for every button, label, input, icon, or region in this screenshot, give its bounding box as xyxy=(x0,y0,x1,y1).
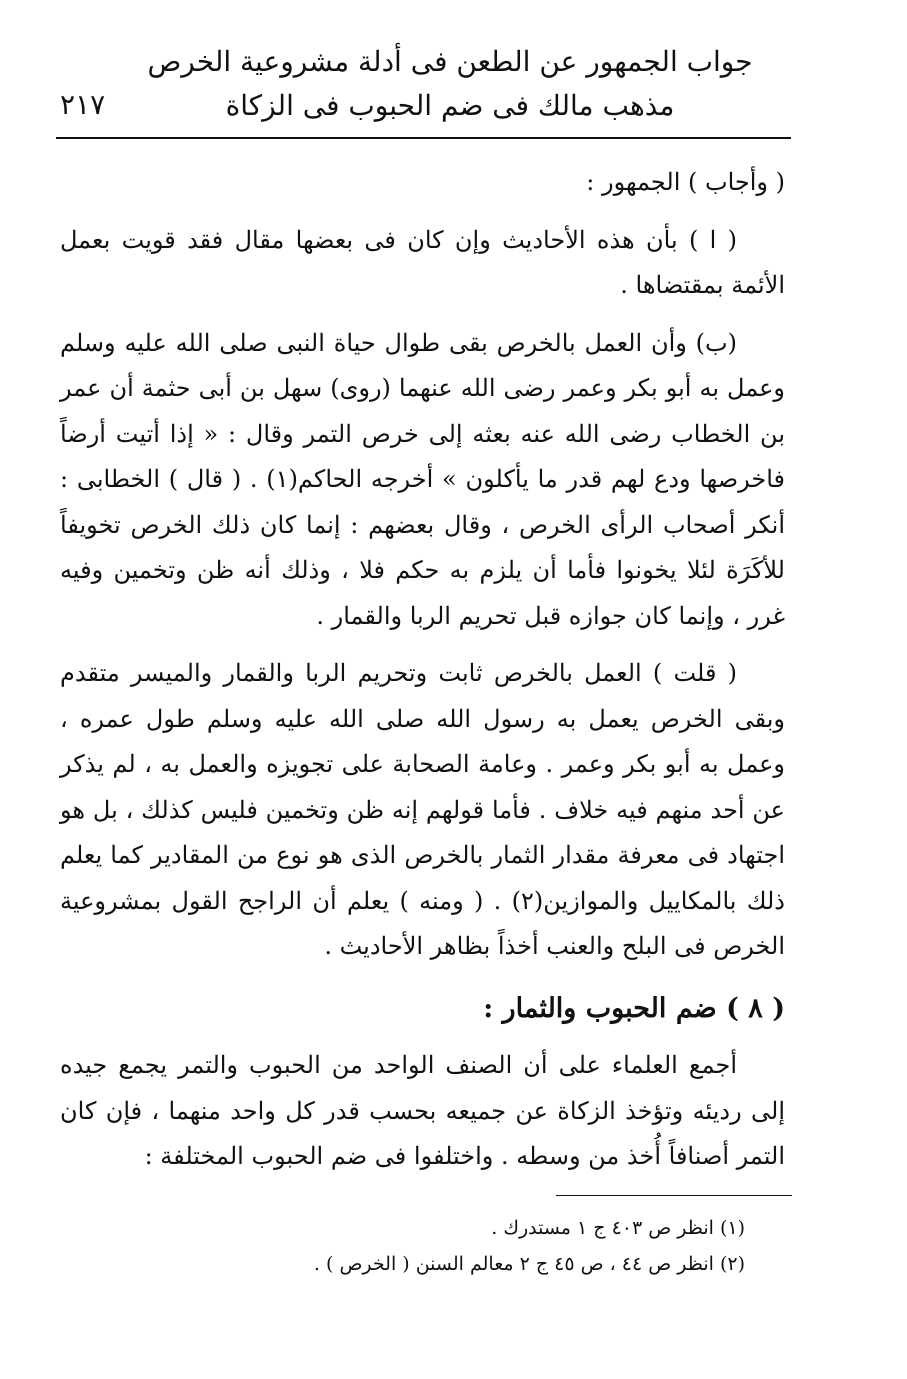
paragraph-intro: ( وأجاب ) الجمهور : xyxy=(586,168,785,196)
body-text xyxy=(60,160,785,1192)
paragraph-a: ( ا ) بأن هذه الأحاديث وإن كان فى بعضها مقال فقد قويت بعمل الأئمة بمقتضاها . xyxy=(60,225,785,299)
header-title-line2: مذهب مالك فى ضم الحبوب فى الزكاة xyxy=(225,89,675,122)
footnote-2: (٢) انظر ص ٤٤ ، ص ٤٥ ج ٢ معالم السنن ( الخرص ) . xyxy=(313,1253,745,1275)
paragraph-b: (ب) وأن العمل بالخرص بقى طوال حياة النبى صلى الله عليه وسلم وعمل به أبو بكر وعمر رضى الله عنهما (روى) سهل بن أبى حثمة أن عمر بن الخطاب رضى الله عنه بعثه إلى خرص التمر وقال : « إذا أتيت أرضاً فاخرصها ودع لهم قدر ما يأكلون » أخرجه الحاكم(١) . ( قال ) الخطابى : أنكر أصحاب الرأى الخرص ، وقال بعضهم : إنما كان ذلك الخرص تخويفاً للأكَرَة لئلا يخونوا فأما أن يلزم به حكم فلا ، وذلك أنه ظن وتخمين وفيه غرر ، وإنما كان جوازه قبل تحريم الربا والقمار . xyxy=(60,328,785,630)
header-title-line1: جواب الجمهور عن الطعن فى أدلة مشروعية الخرص xyxy=(147,45,753,78)
footnote-1: (١) انظر ص ٤٠٣ ج ١ مستدرك . xyxy=(491,1217,745,1239)
section-paragraph: أجمع العلماء على أن الصنف الواحد من الحبوب والتمر يجمع جيده إلى رديئه وتؤخذ الزكاة عن جميعه بحسب قدر كل واحد منهما ، فإن كان التمر أصنافاً أُخذ من وسطه . واختلفوا فى ضم الحبوب المختلفة : xyxy=(60,1051,785,1170)
footnote-rule xyxy=(556,1195,792,1196)
page-number: ٢١٧ xyxy=(60,88,106,121)
footnotes xyxy=(60,1210,785,1282)
header-rule xyxy=(56,137,791,139)
running-header xyxy=(140,40,760,128)
section-heading: ( ٨ ) ضم الحبوب والثمار : xyxy=(483,992,785,1024)
paragraph-qult: ( قلت ) العمل بالخرص ثابت وتحريم الربا والقمار والميسر متقدم وبقى الخرص يعمل به رسول الله صلى الله عليه وسلم طول عمره ، وعمل به أبو بكر وعمر . وعامة الصحابة على تجويزه والعمل به ، لم يذكر عن أحد منهم فيه خلاف . فأما قولهم إنه ظن وتخمين فليس كذلك ، بل هو اجتهاد فى معرفة مقدار الثمار بالخرص الذى هو نوع من المقادير كما يعلم ذلك بالمكاييل والموازين(٢) . ( ومنه ) يعلم أن الراجح القول بمشروعية الخرص فى البلح والعنب أخذاً بظاهر الأحاديث . xyxy=(60,659,785,960)
